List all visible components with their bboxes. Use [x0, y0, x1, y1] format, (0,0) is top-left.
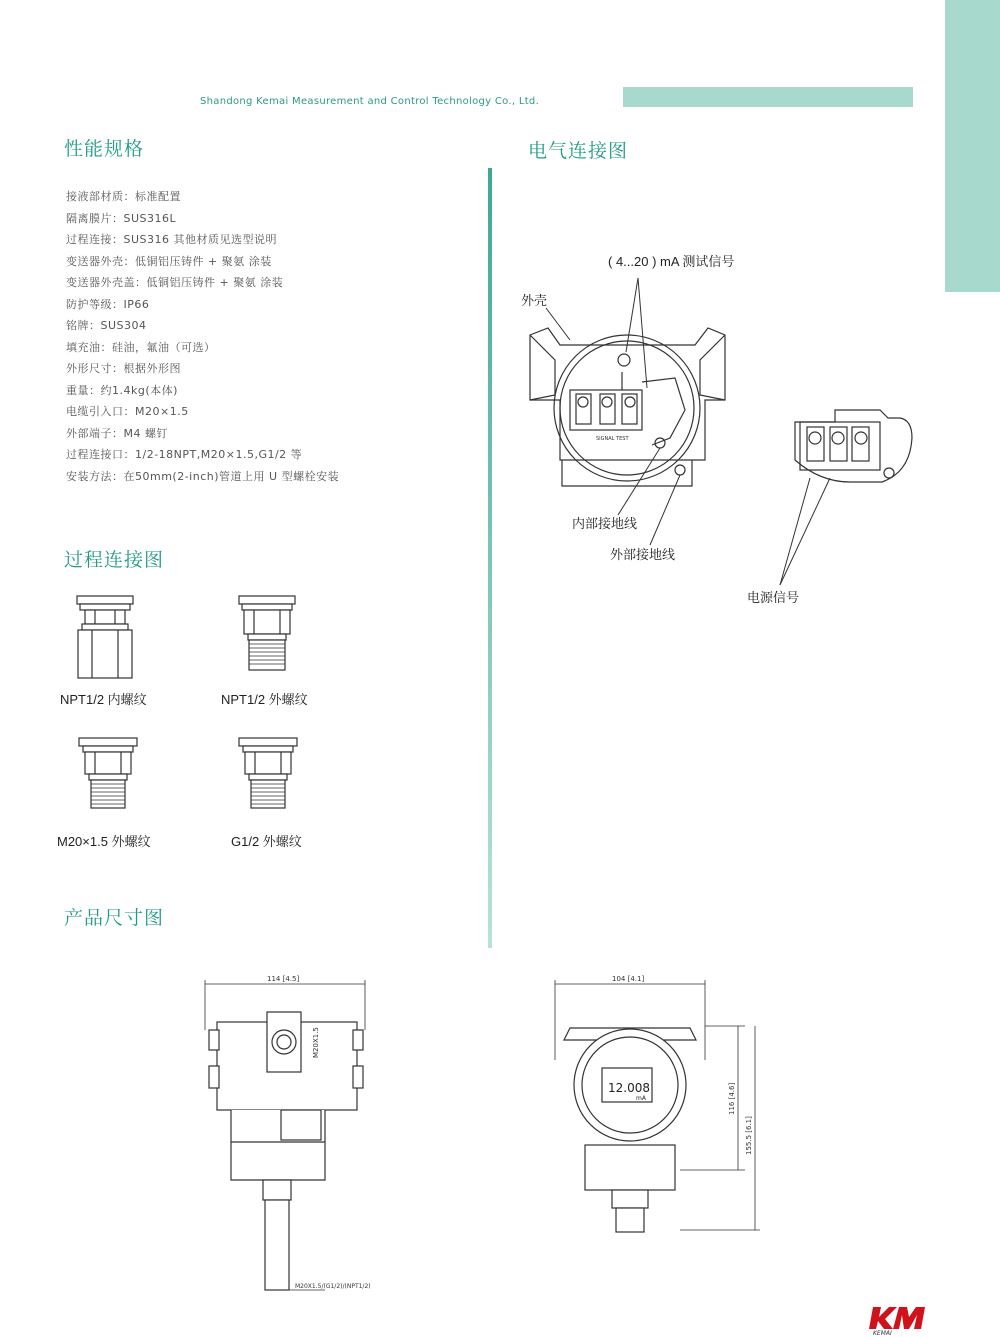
- spec-item: 铭牌：SUS304: [66, 319, 147, 332]
- specs-title: 性能规格: [64, 138, 145, 160]
- dim-width-left: 114 [4.5]: [267, 975, 300, 983]
- fitting-npt-female: [70, 592, 140, 682]
- dimension-front-view: [550, 970, 780, 1270]
- label-housing: 外壳: [521, 293, 548, 308]
- dim-width-right: 104 [4.1]: [612, 975, 645, 983]
- process-title: 过程连接图: [64, 549, 165, 571]
- fitting-g12: [233, 734, 303, 814]
- dimensions-title: 产品尺寸图: [64, 907, 165, 929]
- fitting-npt-male: [232, 592, 302, 682]
- dimension-side-view: [195, 970, 395, 1300]
- label-power-signal: 电源信号: [747, 590, 800, 605]
- label-internal-ground: 内部接地线: [572, 516, 638, 531]
- spec-item: 填充油：硅油，氟油（可选）: [66, 340, 216, 354]
- spec-list: [66, 186, 339, 487]
- header-band: [623, 87, 913, 107]
- vertical-divider: [488, 168, 492, 948]
- dim-height-total: 155.5 [6.1]: [745, 1116, 753, 1155]
- dim-conduit: M20X1.5: [312, 1027, 320, 1058]
- electrical-title: 电气连接图: [528, 140, 629, 162]
- label-test-signal: ( 4...20 ) mA 测试信号: [608, 254, 735, 269]
- fitting-label-m20: M20×1.5 外螺纹: [57, 834, 151, 849]
- spec-item: 外部端子：M4 螺钉: [66, 426, 168, 440]
- fitting-label-npt-male: NPT1/2 外螺纹: [221, 692, 308, 707]
- spec-item: 接液部材质：标准配置: [66, 190, 181, 203]
- spec-item: 防护等级：IP66: [66, 297, 150, 311]
- spec-item: 过程连接口：1/2-18NPT,M20×1.5,G1/2 等: [66, 448, 303, 461]
- fitting-label-npt-female: NPT1/2 内螺纹: [60, 692, 147, 707]
- spec-item: 过程连接：SUS316 其他材质见选型说明: [66, 233, 278, 246]
- side-tab-band: [945, 0, 1000, 292]
- spec-item: 隔离膜片：SUS316L: [66, 211, 177, 225]
- display-value: 12.008: [608, 1081, 650, 1095]
- dim-height-body: 116 [4.6]: [728, 1082, 736, 1115]
- logo-text: KEMAI: [873, 1330, 892, 1335]
- label-external-ground: 外部接地线: [610, 547, 676, 562]
- display-unit: mA: [636, 1095, 646, 1102]
- fitting-label-g12: G1/2 外螺纹: [231, 834, 302, 849]
- spec-item: 变送器外壳盖：低铜铝压铸件 + 聚氨 涂装: [66, 276, 284, 289]
- company-name: Shandong Kemai Measurement and Control Technology Co., Ltd.: [200, 96, 540, 107]
- spec-item: 重量：约1.4kg(本体): [66, 383, 178, 397]
- kemai-logo: [869, 1305, 929, 1335]
- spec-item: 电缆引入口：M20×1.5: [66, 405, 189, 418]
- fitting-m20: [73, 734, 143, 814]
- electrical-diagram: [500, 260, 940, 590]
- spec-item: 外形尺寸：根据外形图: [66, 362, 181, 375]
- spec-item: 安装方法：在50mm(2-inch)管道上用 U 型螺栓安装: [66, 469, 340, 483]
- spec-item: 变送器外壳：低铜铝压铸件 + 聚氨 涂装: [66, 254, 272, 268]
- dim-process-conn: M20X1.5/(G1/2)/(NPT1/2): [295, 1283, 371, 1290]
- terminal-text: SIGNAL TEST: [596, 436, 629, 442]
